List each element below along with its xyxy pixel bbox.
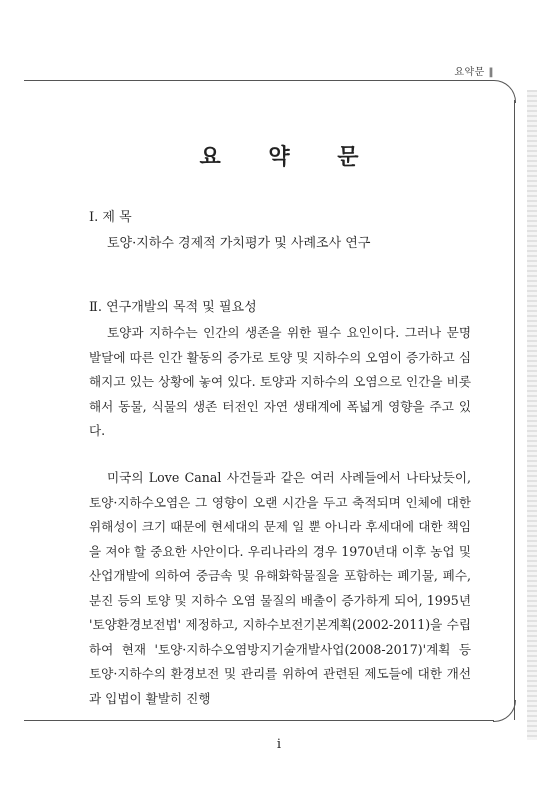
footer-rule-corner: [493, 700, 516, 722]
page-title: 요 약 문: [199, 144, 359, 170]
body-paragraph: 미국의 Love Canal 사건들과 같은 여러 사례들에서 나타났듯이, 토양·지하수오염은 그 영향이 오랜 시간을 두고 축적되며 인체에 대한 위해성이 크기 때문에 현세대의 문제 일 뿐 아니라 후세대에 대한 책임을 져야 할 중요한 사안이다. 우리나라의 경우 1970년대 이후 농업 및 산업개발에 의하여 중금속 및 유해화학물질을 포함하는 폐기물, 폐수, 분진 등의 토양 및 지하수 오염 물질의 배출이 증가하게 되어, 1995년 '토양환경보전법' 제정하고, 지하수보전기본계획(2002-2011)을 수립하여 현재 '토양·지하수오염방지기술개발사업(2008-2017)'계획 등 토양·지하수의 환경보전 및 관리를 위하여 관련된 제도들에 대한 개선과 입법이 활발히 진행: [89, 470, 471, 706]
section-heading-purpose: Ⅱ. 연구개발의 목적 및 필요성: [89, 300, 257, 315]
running-header: 요약문 ‖: [454, 67, 494, 78]
body-paragraph: 토양과 지하수는 인간의 생존을 위한 필수 요인이다. 그러나 문명발달에 따른 인간 활동의 증가로 토양 및 지하수의 오염이 증가하고 심해지고 있는 상황에 놓여 있다. 토양과 지하수의 오염으로 인간을 비롯해서 동물, 식물의 생존 터전인 자연 생태계에 폭넓게 영향을 주고 있다.: [89, 325, 471, 438]
footer-rule: [24, 720, 494, 721]
header-rule: [24, 80, 494, 81]
page-number: i: [276, 737, 282, 752]
report-title-text: 토양·지하수 경제적 가치평가 및 사례조사 연구: [107, 236, 371, 251]
right-border-rule: [514, 100, 515, 720]
scan-edge-texture: [527, 90, 537, 740]
section-heading-title: Ⅰ. 제 목: [89, 210, 132, 225]
header-rule-corner: [493, 80, 516, 103]
